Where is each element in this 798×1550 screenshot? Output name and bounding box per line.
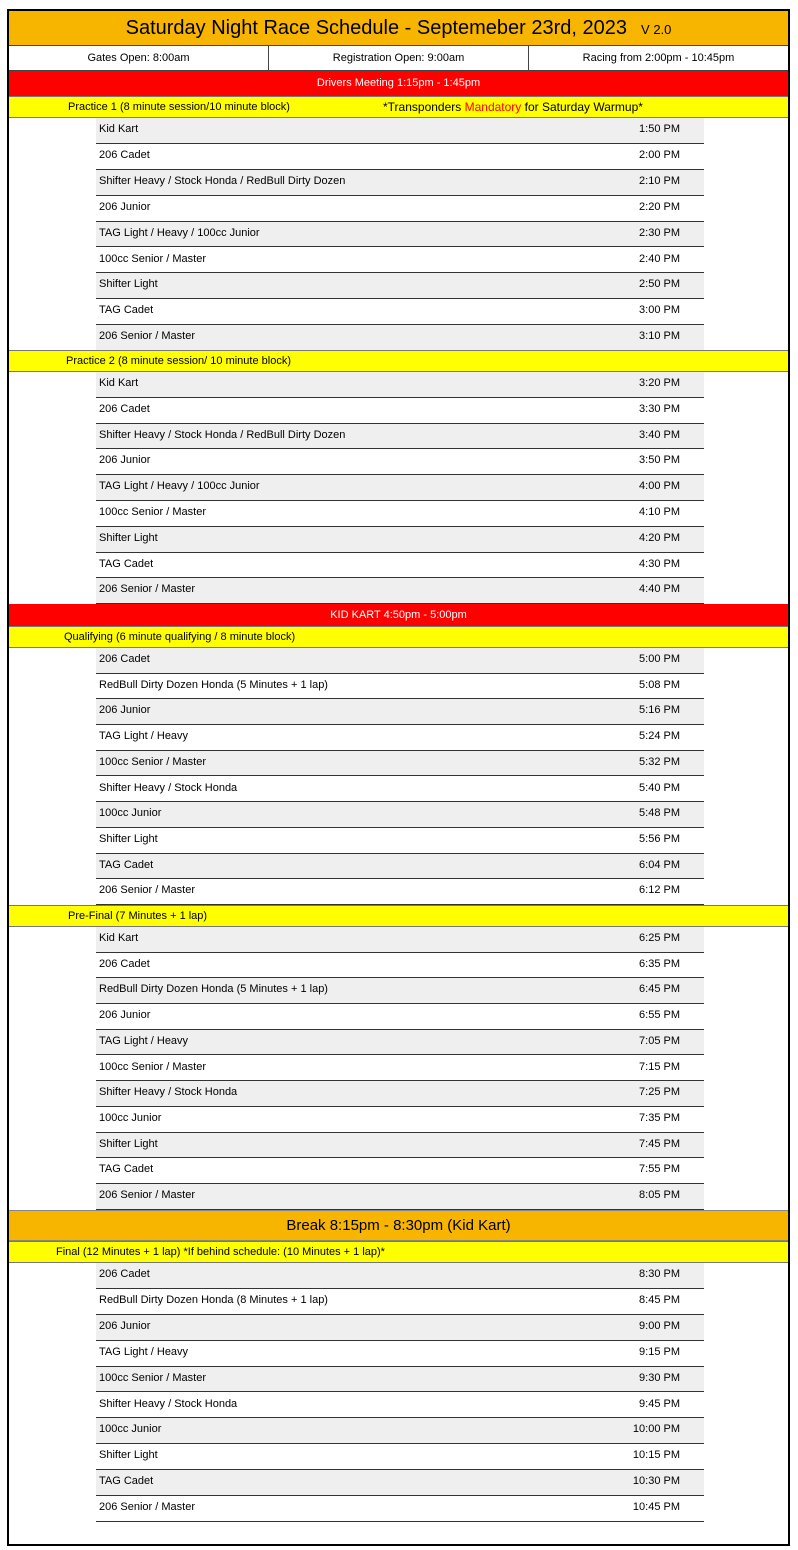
- table-row: [96, 1341, 704, 1367]
- start-time: 10:45 PM: [632, 1501, 680, 1514]
- table-row: [96, 953, 704, 979]
- class-name: 206 Cadet: [99, 148, 150, 161]
- table-row: [96, 501, 704, 527]
- class-name: TAG Light / Heavy: [99, 1034, 189, 1047]
- start-time: 6:45 PM: [639, 983, 680, 996]
- start-time: 3:00 PM: [639, 304, 680, 317]
- class-name: 206 Cadet: [99, 653, 150, 665]
- class-name: TAG Cadet: [99, 557, 154, 570]
- start-time: 2:00 PM: [639, 148, 680, 161]
- class-name: Shifter Light: [99, 531, 158, 544]
- table-row: [96, 449, 704, 475]
- table-row: [96, 751, 704, 777]
- registration-open: Registration Open: 9:00am: [268, 46, 528, 70]
- start-time: 3:40 PM: [639, 428, 680, 441]
- table-row: [96, 854, 704, 880]
- start-time: 4:20 PM: [639, 531, 680, 544]
- start-time: 2:40 PM: [639, 252, 680, 265]
- class-name: RedBull Dirty Dozen Honda (5 Minutes + 1 lap): [99, 983, 328, 996]
- class-name: Kid Kart: [99, 377, 139, 389]
- schedule-sheet: [7, 9, 790, 1546]
- class-name: TAG Light / Heavy: [99, 1345, 189, 1358]
- start-time: 2:30 PM: [639, 226, 680, 239]
- class-name: 206 Cadet: [99, 1268, 150, 1280]
- start-time: 9:00 PM: [639, 1319, 680, 1332]
- start-time: 2:10 PM: [639, 174, 680, 187]
- class-name: 206 Cadet: [99, 402, 150, 415]
- table-row: [96, 1004, 704, 1030]
- table-row: [96, 1496, 704, 1522]
- start-time: 5:32 PM: [639, 755, 680, 768]
- start-time: 7:45 PM: [639, 1137, 680, 1150]
- prefinal-header: [9, 905, 788, 927]
- table-row: [96, 1107, 704, 1133]
- practice1-label: Practice 1 (8 minute session/10 minute block): [68, 101, 290, 113]
- note-after: for Saturday Warmup*: [521, 100, 643, 114]
- drivers-meeting-banner: Drivers Meeting 1:15pm - 1:45pm: [9, 71, 788, 96]
- class-name: 100cc Junior: [99, 807, 162, 820]
- practice2-label: Practice 2 (8 minute session/ 10 minute block): [66, 355, 291, 367]
- class-name: 100cc Senior / Master: [99, 252, 206, 265]
- start-time: 6:35 PM: [639, 957, 680, 970]
- table-row: [96, 674, 704, 700]
- table-row: [96, 527, 704, 553]
- start-time: 2:20 PM: [639, 200, 680, 213]
- class-name: 100cc Senior / Master: [99, 755, 206, 768]
- start-time: 5:24 PM: [639, 730, 680, 743]
- qualifying-label: Qualifying (6 minute qualifying / 8 minute block): [64, 631, 296, 643]
- table-row: [96, 1315, 704, 1341]
- table-row: [96, 475, 704, 501]
- start-time: 3:10 PM: [639, 330, 680, 343]
- start-time: 5:48 PM: [639, 807, 680, 820]
- class-name: Shifter Heavy / Stock Honda: [99, 781, 238, 794]
- class-name: TAG Cadet: [99, 1163, 154, 1176]
- table-row: [96, 1184, 704, 1210]
- class-name: TAG Light / Heavy / 100cc Junior: [99, 226, 260, 239]
- table-row: [96, 196, 704, 222]
- class-name: 206 Junior: [99, 1009, 151, 1022]
- start-time: 9:15 PM: [639, 1345, 680, 1358]
- start-time: 8:05 PM: [639, 1189, 680, 1201]
- table-row: [96, 1470, 704, 1496]
- class-name: RedBull Dirty Dozen Honda (8 Minutes + 1 lap): [99, 1293, 328, 1306]
- start-time: 5:16 PM: [639, 704, 680, 717]
- class-name: 206 Cadet: [99, 957, 150, 970]
- class-name: 100cc Senior / Master: [99, 1371, 206, 1384]
- class-name: Shifter Heavy / Stock Honda / RedBull Dirty Dozen: [99, 174, 346, 187]
- class-name: 100cc Junior: [99, 1111, 162, 1124]
- table-row: [96, 699, 704, 725]
- table-row: [96, 424, 704, 450]
- table-row: [96, 1081, 704, 1107]
- start-time: 6:25 PM: [639, 932, 680, 944]
- class-name: 206 Senior / Master: [99, 1189, 195, 1201]
- class-name: 100cc Junior: [99, 1423, 162, 1436]
- version-label: V 2.0: [641, 22, 672, 37]
- class-name: 206 Junior: [99, 1319, 151, 1332]
- table-row: [96, 1056, 704, 1082]
- qualifying-header: [9, 626, 788, 648]
- note-mandatory: Mandatory: [464, 100, 522, 114]
- table-row: [96, 398, 704, 424]
- start-time: 9:45 PM: [639, 1397, 680, 1410]
- kid-kart-banner: KID KART 4:50pm - 5:00pm: [9, 604, 788, 626]
- table-row: [96, 170, 704, 196]
- class-name: TAG Cadet: [99, 858, 154, 871]
- table-row: [96, 118, 704, 144]
- table-row: [96, 648, 704, 674]
- class-name: 206 Junior: [99, 454, 151, 467]
- table-row: [96, 273, 704, 299]
- table-row: [96, 1418, 704, 1444]
- class-name: TAG Cadet: [99, 1475, 154, 1488]
- transponder-note: [383, 97, 643, 117]
- table-row: [96, 144, 704, 170]
- start-time: 7:15 PM: [639, 1060, 680, 1073]
- table-row: [96, 578, 704, 604]
- start-time: 7:25 PM: [639, 1086, 680, 1099]
- class-name: Kid Kart: [99, 932, 139, 944]
- table-row: [96, 802, 704, 828]
- start-time: 9:30 PM: [639, 1371, 680, 1384]
- racing-hours: Racing from 2:00pm - 10:45pm: [528, 46, 788, 70]
- start-time: 6:55 PM: [639, 1009, 680, 1022]
- start-time: 1:50 PM: [639, 123, 680, 135]
- table-row: [96, 828, 704, 854]
- start-time: 10:00 PM: [632, 1423, 680, 1436]
- start-time: 6:12 PM: [639, 884, 680, 897]
- class-name: 100cc Senior / Master: [99, 506, 206, 518]
- table-row: [96, 1289, 704, 1315]
- start-time: 7:35 PM: [639, 1111, 680, 1124]
- start-time: 7:55 PM: [639, 1163, 680, 1176]
- note-before: *Transponders: [383, 100, 465, 114]
- start-time: 10:15 PM: [632, 1449, 680, 1462]
- class-name: 206 Senior / Master: [99, 1501, 195, 1514]
- table-row: [96, 553, 704, 579]
- class-name: RedBull Dirty Dozen Honda (5 Minutes + 1 lap): [99, 678, 328, 691]
- class-name: Kid Kart: [99, 123, 139, 135]
- practice2-header: [9, 350, 788, 372]
- table-row: [96, 1263, 704, 1289]
- start-time: 8:30 PM: [639, 1268, 680, 1280]
- start-time: 5:08 PM: [639, 678, 680, 691]
- table-row: [96, 879, 704, 905]
- start-time: 3:20 PM: [639, 377, 680, 389]
- table-row: [96, 1158, 704, 1184]
- table-row: [96, 325, 704, 351]
- start-time: 5:56 PM: [639, 832, 680, 845]
- class-name: Shifter Heavy / Stock Honda: [99, 1086, 238, 1099]
- table-row: [96, 222, 704, 248]
- class-name: 206 Senior / Master: [99, 884, 195, 897]
- start-time: 6:04 PM: [639, 858, 680, 871]
- info-bar: [9, 46, 788, 71]
- final-label: Final (12 Minutes + 1 lap) *If behind schedule: (10 Minutes + 1 lap)*: [56, 1246, 385, 1258]
- start-time: 8:45 PM: [639, 1293, 680, 1306]
- table-row: [96, 1133, 704, 1159]
- start-time: 3:50 PM: [639, 454, 680, 467]
- class-name: Shifter Heavy / Stock Honda / RedBull Dirty Dozen: [99, 428, 346, 441]
- class-name: Shifter Heavy / Stock Honda: [99, 1397, 238, 1410]
- class-name: 206 Senior / Master: [99, 583, 195, 596]
- start-time: 7:05 PM: [639, 1034, 680, 1047]
- class-name: 100cc Senior / Master: [99, 1060, 206, 1073]
- class-name: 206 Junior: [99, 704, 151, 717]
- practice1-header: [9, 96, 788, 118]
- start-time: 10:30 PM: [632, 1475, 680, 1488]
- class-name: 206 Senior / Master: [99, 330, 195, 343]
- table-row: [96, 1367, 704, 1393]
- prefinal-label: Pre-Final (7 Minutes + 1 lap): [68, 910, 208, 922]
- table-row: [96, 372, 704, 398]
- table-row: [96, 1444, 704, 1470]
- start-time: 5:40 PM: [639, 781, 680, 794]
- table-row: [96, 777, 704, 803]
- class-name: Shifter Light: [99, 278, 158, 291]
- table-row: [96, 725, 704, 751]
- class-name: TAG Light / Heavy: [99, 730, 189, 743]
- start-time: 4:40 PM: [639, 583, 680, 596]
- start-time: 4:30 PM: [639, 557, 680, 570]
- table-row: [96, 299, 704, 325]
- table-row: [96, 927, 704, 953]
- start-time: 5:00 PM: [639, 653, 680, 665]
- table-row: [96, 1030, 704, 1056]
- final-header: [9, 1241, 788, 1263]
- class-name: Shifter Light: [99, 832, 158, 845]
- gates-open: Gates Open: 8:00am: [87, 52, 190, 64]
- start-time: 2:50 PM: [639, 278, 680, 291]
- title-text: Saturday Night Race Schedule - Septemeber 23rd, 2023: [125, 17, 628, 39]
- start-time: 3:30 PM: [639, 402, 680, 415]
- class-name: Shifter Light: [99, 1137, 158, 1150]
- break-banner: Break 8:15pm - 8:30pm (Kid Kart): [9, 1210, 788, 1241]
- class-name: 206 Junior: [99, 200, 151, 213]
- start-time: 4:10 PM: [639, 506, 680, 518]
- class-name: TAG Cadet: [99, 304, 154, 317]
- class-name: TAG Light / Heavy / 100cc Junior: [99, 480, 260, 493]
- table-row: [96, 1393, 704, 1419]
- class-name: Shifter Light: [99, 1449, 158, 1462]
- table-row: [96, 978, 704, 1004]
- page-title: [9, 11, 788, 46]
- table-row: [96, 248, 704, 274]
- start-time: 4:00 PM: [639, 480, 680, 493]
